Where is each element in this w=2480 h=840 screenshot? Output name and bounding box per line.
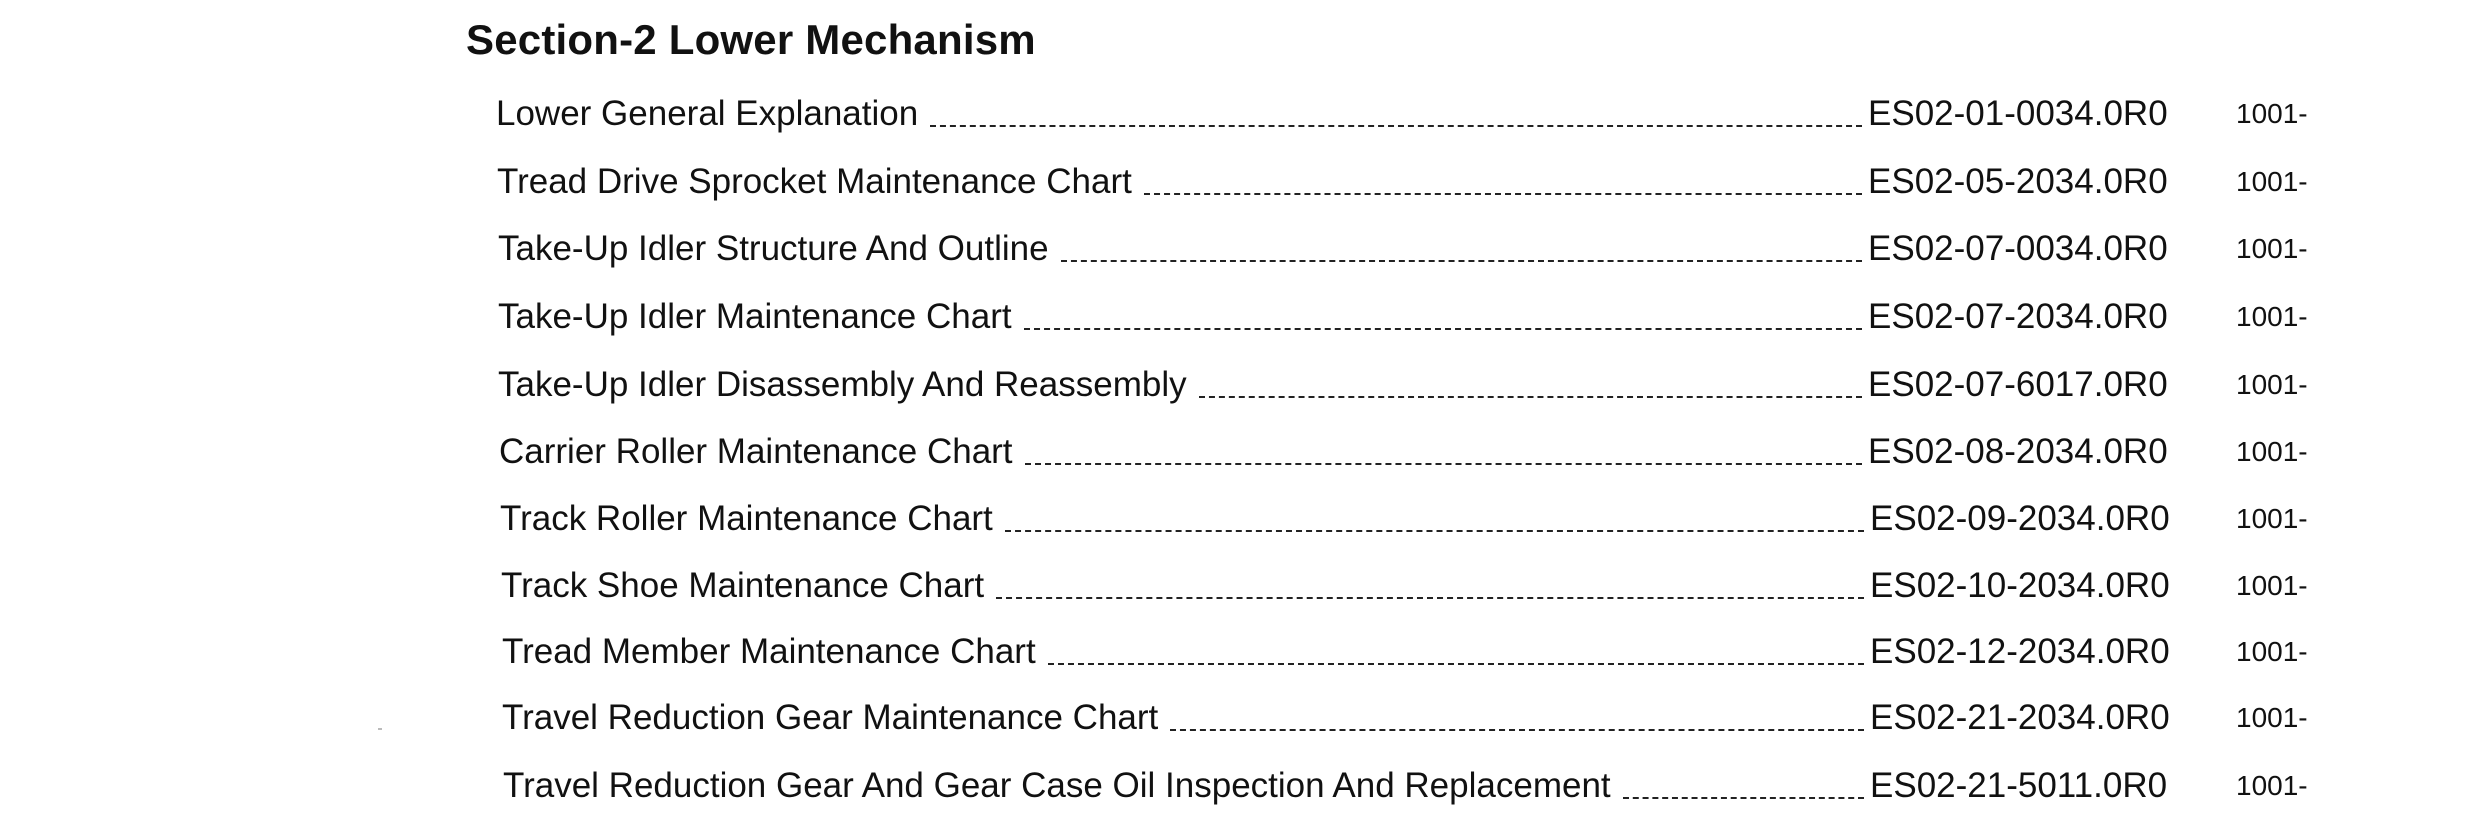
toc-entry-code: ES02-08-2034.0R0 — [1868, 432, 2168, 471]
toc-entry-title: Travel Reduction Gear Maintenance Chart — [502, 698, 1159, 737]
toc-entry-page: 1001- — [2236, 570, 2308, 601]
toc-entry-page: 1001- — [2236, 770, 2308, 801]
toc-entry-title: Tread Member Maintenance Chart — [502, 632, 1036, 671]
toc-entry — [497, 162, 2330, 212]
toc-entry-code: ES02-21-2034.0R0 — [1870, 698, 2170, 737]
toc-entry-title: Carrier Roller Maintenance Chart — [499, 432, 1013, 471]
toc-entry-title: Lower General Explanation — [496, 94, 919, 133]
toc-entry — [498, 229, 2330, 279]
toc-entry-code: ES02-07-2034.0R0 — [1868, 297, 2168, 336]
toc-entry-page: 1001- — [2236, 233, 2308, 264]
toc-entry — [498, 297, 2330, 347]
toc-leader-dashes — [996, 547, 1864, 599]
toc-entry — [496, 94, 2330, 144]
toc-entry-code: ES02-07-0034.0R0 — [1868, 229, 2168, 268]
toc-entry — [500, 499, 2330, 549]
section-title: Section-2 Lower Mechanism — [466, 16, 1036, 63]
toc-entry-page: 1001- — [2236, 702, 2308, 733]
toc-entry-title: Take-Up Idler Maintenance Chart — [498, 297, 1012, 336]
toc-leader-dashes — [1024, 278, 1862, 330]
toc-entry — [499, 432, 2330, 482]
toc-entry — [498, 365, 2330, 415]
toc-entry-page: 1001- — [2236, 166, 2308, 197]
toc-leader-dashes — [1144, 143, 1862, 195]
toc-entry-code: ES02-21-5011.0R0 — [1870, 766, 2168, 805]
toc-leader-dashes — [1199, 346, 1862, 398]
toc-entry-title: Tread Drive Sprocket Maintenance Chart — [497, 162, 1132, 201]
toc-leader-dashes — [1061, 210, 1862, 262]
toc-entry-page: 1001- — [2236, 369, 2308, 400]
toc-entry-title: Travel Reduction Gear And Gear Case Oil Inspection And Replacement — [503, 766, 1611, 805]
toc-entry-title: Take-Up Idler Disassembly And Reassembly — [498, 365, 1187, 404]
toc-entry-page: 1001- — [2236, 636, 2308, 667]
toc-entry-code: ES02-10-2034.0R0 — [1870, 566, 2170, 605]
toc-leader-dashes — [1025, 413, 1862, 465]
toc-entry-code: ES02-05-2034.0R0 — [1868, 162, 2168, 201]
toc-entry-code: ES02-07-6017.0R0 — [1868, 365, 2168, 404]
toc-leader-dashes — [1623, 747, 1864, 799]
toc-entry-code: ES02-12-2034.0R0 — [1870, 632, 2170, 671]
toc-entry-page: 1001- — [2236, 436, 2308, 467]
toc-entry-title: Take-Up Idler Structure And Outline — [498, 229, 1049, 268]
toc-leader-dashes — [1170, 679, 1864, 731]
toc-entry-title: Track Roller Maintenance Chart — [500, 499, 993, 538]
toc-leader-dashes — [1005, 480, 1864, 532]
toc-entry-title: Track Shoe Maintenance Chart — [501, 566, 985, 605]
toc-entry-code: ES02-01-0034.0R0 — [1868, 94, 2168, 133]
toc-entry — [502, 632, 2330, 682]
toc-leader-dashes — [930, 75, 1862, 127]
toc-entry-code: ES02-09-2034.0R0 — [1870, 499, 2170, 538]
toc-entry — [502, 698, 2330, 748]
toc-entry-page: 1001- — [2236, 98, 2308, 129]
toc-entry-page: 1001- — [2236, 301, 2308, 332]
scan-artifact — [378, 728, 382, 730]
toc-entry — [503, 766, 2330, 816]
toc-leader-dashes — [1048, 613, 1864, 665]
toc-entry — [501, 566, 2330, 616]
toc-entry-page: 1001- — [2236, 503, 2308, 534]
